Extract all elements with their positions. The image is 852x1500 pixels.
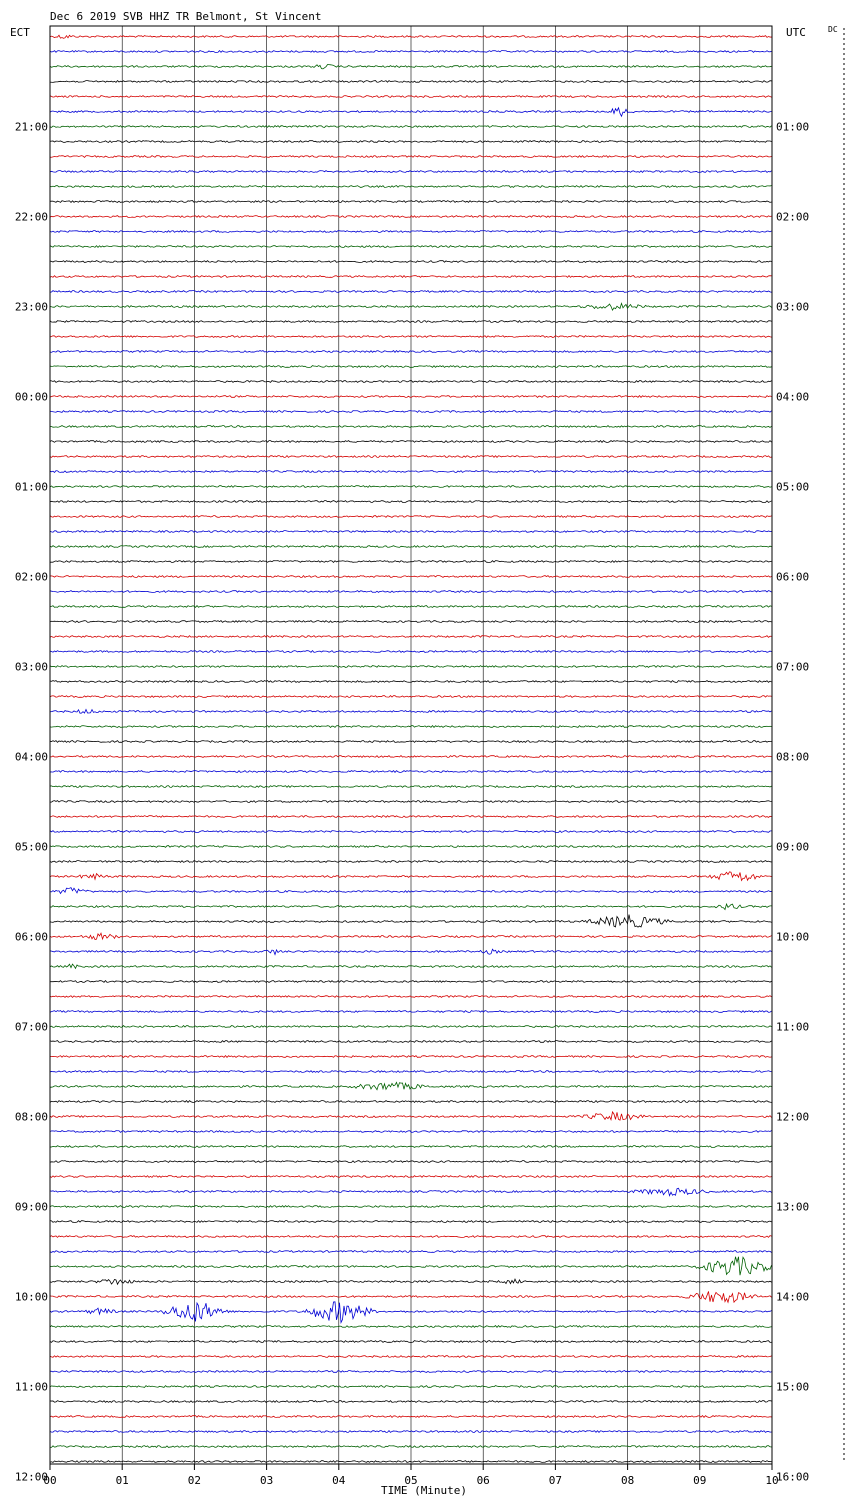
right-timezone-label: UTC: [786, 26, 806, 39]
hour-label-right: 11:00: [776, 1020, 810, 1034]
hour-label-left: 00:00: [14, 390, 48, 404]
hour-label-right: 12:00: [776, 1110, 810, 1124]
x-tick-label: 03: [259, 1474, 274, 1487]
x-tick-label: 01: [115, 1474, 129, 1487]
hour-label-right: 09:00: [776, 840, 810, 854]
hour-label-right: 05:00: [776, 480, 810, 494]
hour-label-left: 11:00: [14, 1380, 48, 1394]
hour-label-left: 09:00: [14, 1200, 48, 1214]
hour-label-right: 03:00: [776, 300, 810, 314]
hour-label-left: 06:00: [14, 930, 48, 944]
hour-label-right: 16:00: [776, 1470, 810, 1484]
dc-label: DC: [828, 25, 838, 34]
x-tick-label: 10: [765, 1474, 779, 1487]
x-tick-label: 08: [620, 1474, 635, 1487]
hour-label-left: 23:00: [14, 300, 48, 314]
left-timezone-label: ECT: [10, 26, 30, 39]
hour-label-left: 01:00: [14, 480, 48, 494]
x-tick-label: 09: [693, 1474, 707, 1487]
x-axis-label: TIME (Minute): [380, 1484, 468, 1497]
hour-label-left: 08:00: [14, 1110, 48, 1124]
hour-label-left: 10:00: [14, 1290, 48, 1304]
hour-label-right: 15:00: [776, 1380, 810, 1394]
x-tick-label: 07: [548, 1474, 563, 1487]
hour-label-left: 22:00: [14, 210, 48, 224]
hour-label-left: 02:00: [14, 570, 48, 584]
hour-label-right: 01:00: [776, 120, 810, 134]
hour-label-left: 04:00: [14, 750, 48, 764]
x-tick-label: 00: [43, 1474, 57, 1487]
right-hour-labels: [776, 121, 809, 1500]
x-tick-label: 05: [404, 1474, 418, 1487]
hour-label-left: 03:00: [14, 660, 48, 674]
hour-label-right: 04:00: [776, 390, 810, 404]
hour-label-left: 21:00: [14, 120, 48, 134]
hour-label-left: 05:00: [14, 840, 48, 854]
left-hour-labels: [15, 121, 48, 1500]
x-tick-label: 02: [187, 1474, 202, 1487]
x-tick-label: 06: [476, 1474, 490, 1487]
hour-label-right: 14:00: [776, 1290, 810, 1304]
x-tick-label: 04: [332, 1474, 346, 1487]
minute-gridlines: [122, 26, 700, 1464]
hour-label-right: 07:00: [776, 660, 810, 674]
hour-label-right: 10:00: [776, 930, 810, 944]
hour-label-right: 06:00: [776, 570, 810, 584]
hour-label-right: 02:00: [776, 210, 810, 224]
chart-title: Dec 6 2019 SVB HHZ TR Belmont, St Vincent: [50, 10, 322, 23]
hour-label-left: 07:00: [14, 1020, 48, 1034]
hour-label-right: 08:00: [776, 750, 810, 764]
hour-label-left: 12:00: [14, 1470, 48, 1484]
hour-label-right: 13:00: [776, 1200, 810, 1214]
